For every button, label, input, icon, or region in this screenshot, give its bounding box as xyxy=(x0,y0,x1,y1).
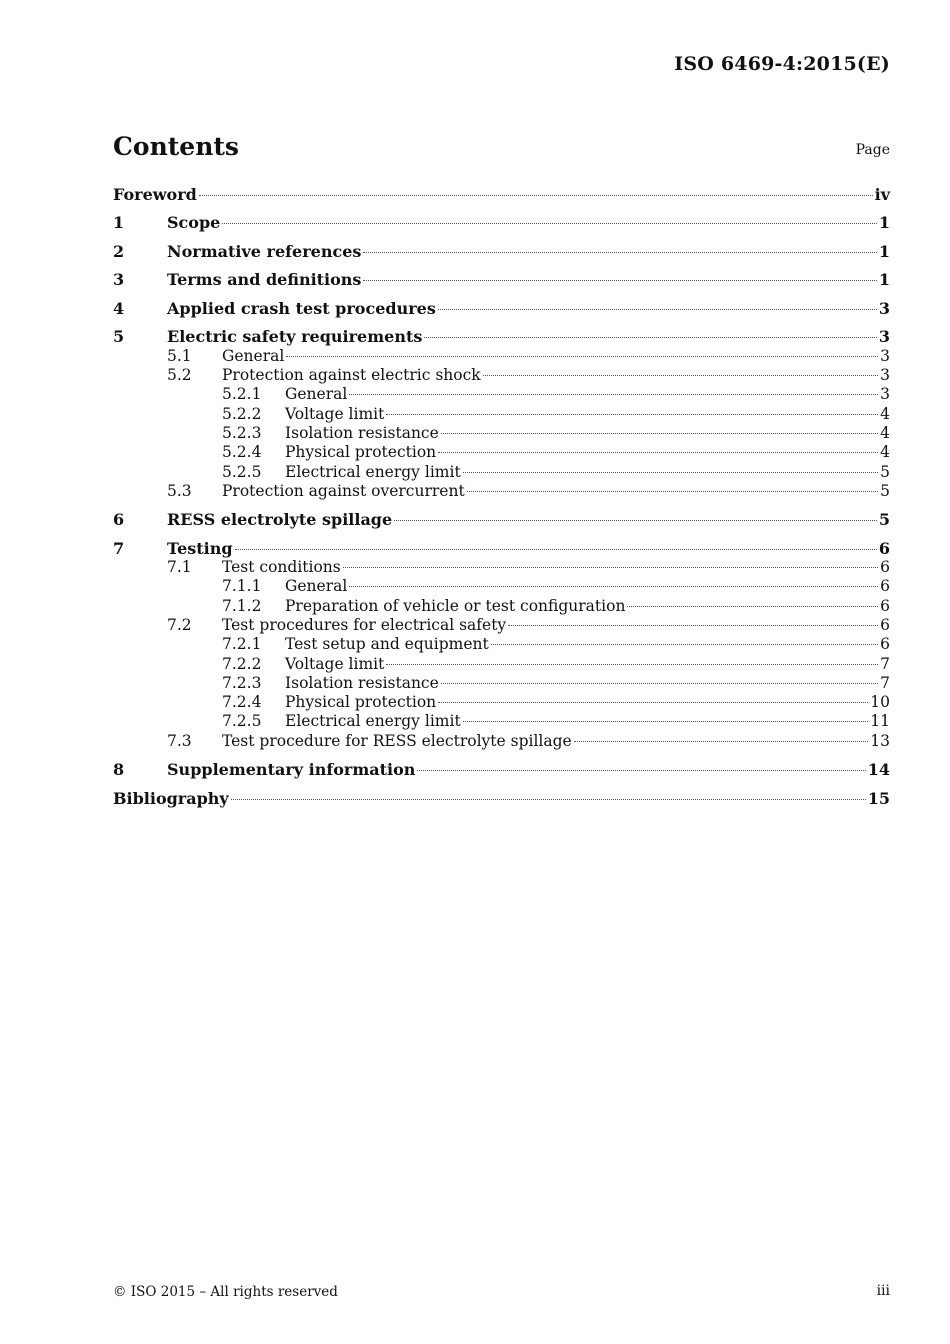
toc-entry[interactable] xyxy=(113,693,890,712)
toc-entry-number: 5.2.4 xyxy=(222,443,262,462)
toc-entry-page[interactable]: 3 xyxy=(878,298,890,318)
toc-entry-title[interactable]: Bibliography xyxy=(113,788,229,808)
toc-entry-page[interactable]: 1 xyxy=(878,270,890,290)
toc-leader-dots xyxy=(424,337,877,338)
toc-leader-dots xyxy=(417,770,865,771)
toc-entry-number: 2 xyxy=(113,241,125,261)
toc-leader-dots xyxy=(349,394,878,395)
toc-entry[interactable] xyxy=(113,655,890,674)
toc-entry-title[interactable]: Applied crash test procedures xyxy=(167,298,436,318)
toc-entry-number: 5.2.3 xyxy=(222,423,262,442)
toc-leader-dots xyxy=(286,356,878,357)
toc-entry-page[interactable]: 6 xyxy=(880,577,890,596)
toc-leader-dots xyxy=(386,414,878,415)
toc-entry[interactable] xyxy=(113,789,890,808)
toc-leader-dots xyxy=(438,309,877,310)
toc-entry-page[interactable]: 6 xyxy=(880,615,890,634)
toc-leader-dots xyxy=(349,586,878,587)
toc-leader-dots xyxy=(386,664,878,665)
toc-entry-page[interactable]: 4 xyxy=(880,443,890,462)
toc-entry-title[interactable]: Electrical energy limit xyxy=(285,462,461,481)
toc-entry[interactable] xyxy=(113,597,890,616)
toc-entry-number: 5 xyxy=(113,327,125,347)
toc-entry-title[interactable]: General xyxy=(285,385,348,404)
toc-entry-number: 5.2 xyxy=(167,366,192,385)
toc-entry[interactable] xyxy=(113,270,890,289)
toc-entry-title[interactable]: RESS electrolyte spillage xyxy=(167,510,393,530)
toc-entry-page[interactable]: 6 xyxy=(880,635,890,654)
toc-leader-dots xyxy=(441,433,878,434)
toc-entry-number: 7.3 xyxy=(167,731,192,750)
toc-entry-title[interactable]: Test procedure for RESS electrolyte spillage xyxy=(222,731,572,750)
toc-entry-number: 7.1.1 xyxy=(222,577,262,596)
toc-entry-title[interactable]: Scope xyxy=(167,213,221,233)
toc-leader-dots xyxy=(231,799,866,800)
toc-leader-dots xyxy=(483,375,878,376)
toc-entry-title[interactable]: General xyxy=(285,577,348,596)
toc-entry-number: 5.2.2 xyxy=(222,404,262,423)
toc-entry-page[interactable]: iv xyxy=(874,185,890,204)
toc-entry-page[interactable]: 4 xyxy=(880,404,890,423)
toc-leader-dots xyxy=(467,491,878,492)
table-of-contents xyxy=(113,185,890,808)
toc-entry-title[interactable]: Terms and definitions xyxy=(167,270,362,290)
toc-entry-title[interactable]: Physical protection xyxy=(285,443,437,462)
toc-leader-dots xyxy=(574,741,869,742)
toc-leader-dots xyxy=(235,549,877,550)
document-id: ISO 6469-4:2015(E) xyxy=(674,53,890,75)
toc-entry-number: 7.2 xyxy=(167,615,192,634)
toc-entry[interactable] xyxy=(113,185,890,204)
toc-entry[interactable] xyxy=(113,443,890,462)
toc-entry-page[interactable]: 14 xyxy=(867,760,890,780)
toc-entry-title[interactable]: Physical protection xyxy=(285,693,437,712)
toc-entry-number: 4 xyxy=(113,298,125,318)
toc-leader-dots xyxy=(343,567,878,568)
toc-entry-title[interactable]: Foreword xyxy=(113,185,197,204)
toc-entry[interactable] xyxy=(113,213,890,232)
toc-entry-page[interactable]: 6 xyxy=(880,596,890,615)
toc-leader-dots xyxy=(363,280,876,281)
toc-entry-page[interactable]: 3 xyxy=(880,385,890,404)
toc-entry[interactable] xyxy=(113,674,890,693)
toc-entry-title[interactable]: Voltage limit xyxy=(285,404,385,423)
toc-entry[interactable] xyxy=(113,424,890,443)
toc-entry[interactable] xyxy=(113,327,890,346)
toc-leader-dots xyxy=(394,520,877,521)
toc-entry-number: 7.2.4 xyxy=(222,693,262,712)
toc-entry[interactable] xyxy=(113,405,890,424)
toc-entry-title[interactable]: Test setup and equipment xyxy=(285,635,489,654)
toc-entry-page[interactable]: 6 xyxy=(880,558,890,577)
toc-entry[interactable] xyxy=(113,385,890,404)
toc-entry-number: 7.2.2 xyxy=(222,654,262,673)
toc-entry[interactable] xyxy=(113,558,890,577)
toc-entry-page[interactable]: 15 xyxy=(867,788,890,808)
copyright-notice: © ISO 2015 – All rights reserved xyxy=(113,1284,338,1300)
toc-leader-dots xyxy=(438,702,868,703)
toc-entry[interactable] xyxy=(113,635,890,654)
toc-entry-number: 7.1 xyxy=(167,558,192,577)
toc-leader-dots xyxy=(199,195,873,196)
toc-entry-title[interactable]: Preparation of vehicle or test configuration xyxy=(285,596,626,615)
toc-entry-page[interactable]: 11 xyxy=(870,712,890,731)
toc-entry-number: 5.2.1 xyxy=(222,385,262,404)
toc-entry-title[interactable]: General xyxy=(222,346,285,365)
toc-entry-number: 1 xyxy=(113,213,125,233)
toc-leader-dots xyxy=(508,625,878,626)
toc-entry[interactable] xyxy=(113,732,890,751)
toc-entry-number: 7.2.5 xyxy=(222,712,262,731)
toc-entry-title[interactable]: Normative references xyxy=(167,241,362,261)
toc-leader-dots xyxy=(441,683,878,684)
toc-entry-number: 3 xyxy=(113,270,125,290)
toc-entry-number: 5.1 xyxy=(167,346,192,365)
toc-entry-title[interactable]: Testing xyxy=(167,538,233,558)
toc-entry-number: 5.2.5 xyxy=(222,462,262,481)
toc-entry[interactable] xyxy=(113,366,890,385)
toc-entry-title[interactable]: Isolation resistance xyxy=(285,423,439,442)
toc-entry[interactable] xyxy=(113,510,890,529)
toc-entry-number: 5.3 xyxy=(167,481,192,500)
toc-leader-dots xyxy=(222,223,877,224)
toc-entry[interactable] xyxy=(113,347,890,366)
toc-entry[interactable] xyxy=(113,242,890,261)
page-column-label: Page xyxy=(855,142,890,158)
toc-entry[interactable] xyxy=(113,577,890,596)
toc-entry-page[interactable]: 5 xyxy=(878,510,890,530)
toc-entry-page[interactable]: 6 xyxy=(878,538,890,558)
toc-entry[interactable] xyxy=(113,463,890,482)
toc-leader-dots xyxy=(491,644,878,645)
toc-entry-page[interactable]: 7 xyxy=(880,673,890,692)
contents-heading: Contents xyxy=(113,132,240,161)
toc-leader-dots xyxy=(627,606,878,607)
toc-entry-page[interactable]: 5 xyxy=(880,462,890,481)
toc-entry-page[interactable]: 4 xyxy=(880,423,890,442)
toc-entry-title[interactable]: Voltage limit xyxy=(285,654,385,673)
toc-entry-title[interactable]: Electric safety requirements xyxy=(167,327,423,347)
page-number: iii xyxy=(876,1283,890,1299)
toc-entry-title[interactable]: Supplementary information xyxy=(167,760,416,780)
toc-entry-title[interactable]: Protection against overcurrent xyxy=(222,481,465,500)
toc-entry-title[interactable]: Test procedures for electrical safety xyxy=(222,615,507,634)
toc-leader-dots xyxy=(363,252,876,253)
toc-entry-page[interactable]: 3 xyxy=(880,346,890,365)
toc-entry[interactable] xyxy=(113,760,890,779)
toc-leader-dots xyxy=(438,452,878,453)
toc-entry-page[interactable]: 1 xyxy=(878,213,890,233)
toc-entry-page[interactable]: 3 xyxy=(880,366,890,385)
toc-leader-dots xyxy=(463,472,878,473)
toc-leader-dots xyxy=(463,721,869,722)
toc-entry-page[interactable]: 3 xyxy=(878,327,890,347)
toc-entry[interactable] xyxy=(113,616,890,635)
toc-entry[interactable] xyxy=(113,712,890,731)
toc-entry[interactable] xyxy=(113,539,890,558)
toc-entry-page[interactable]: 1 xyxy=(878,241,890,261)
toc-entry-page[interactable]: 7 xyxy=(880,654,890,673)
toc-entry-number: 7.1.2 xyxy=(222,596,262,615)
toc-entry-title[interactable]: Test conditions xyxy=(222,558,341,577)
toc-entry-number: 7.2.3 xyxy=(222,673,262,692)
toc-entry[interactable] xyxy=(113,299,890,318)
toc-entry-page[interactable]: 5 xyxy=(880,481,890,500)
toc-entry-title[interactable]: Electrical energy limit xyxy=(285,712,461,731)
toc-entry-number: 6 xyxy=(113,510,125,530)
toc-entry-number: 7 xyxy=(113,538,125,558)
toc-entry-page[interactable]: 13 xyxy=(870,731,890,750)
toc-entry-page[interactable]: 10 xyxy=(870,693,890,712)
toc-entry[interactable] xyxy=(113,482,890,501)
toc-entry-number: 7.2.1 xyxy=(222,635,262,654)
toc-entry-number: 8 xyxy=(113,760,125,780)
toc-entry-title[interactable]: Isolation resistance xyxy=(285,673,439,692)
toc-entry-title[interactable]: Protection against electric shock xyxy=(222,366,481,385)
